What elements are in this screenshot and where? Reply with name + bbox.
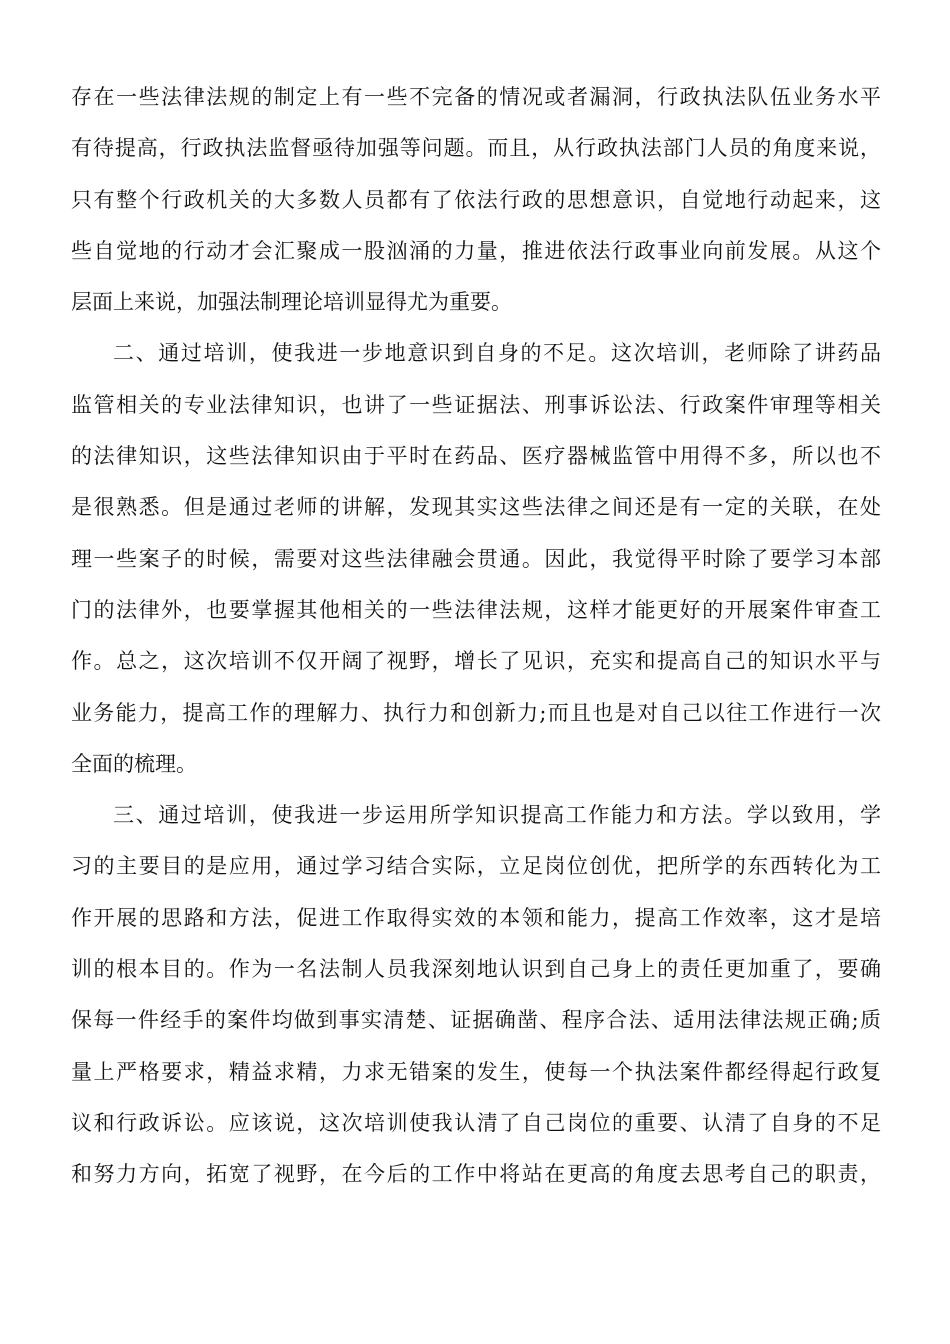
text-line: 作开展的思路和方法，促进工作取得实效的本领和能力，提高工作效率，这才是培 — [71, 905, 881, 930]
text-line: 些自觉地的行动才会汇聚成一股汹涌的力量，推进依法行政事业向前发展。从这个 — [71, 238, 881, 263]
text-line: 理一些案子的时候，需要对这些法律融会贯通。因此，我觉得平时除了要学习本部 — [71, 546, 881, 571]
text-line: 业务能力，提高工作的理解力、执行力和创新力;而且也是对自己以往工作进行一次 — [71, 700, 881, 725]
text-line: 量上严格要求，精益求精，力求无错案的发生，使每一个执法案件都经得起行政复 — [71, 1059, 881, 1084]
text-line: 作。总之，这次培训不仅开阔了视野，增长了见识，充实和提高自己的知识水平与 — [71, 649, 881, 674]
text-line: 全面的梳理。 — [71, 751, 197, 776]
text-line: 存在一些法律法规的制定上有一些不完备的情况或者漏洞，行政执法队伍业务水平 — [71, 85, 881, 109]
text-line: 监管相关的专业法律知识，也讲了一些证据法、刑事诉讼法、行政案件审理等相关 — [71, 392, 881, 417]
paragraph-2 — [71, 328, 881, 790]
text-line: 二、通过培训，使我进一步地意识到自身的不足。这次培训，老师除了讲药品 — [113, 341, 881, 366]
text-line: 的法律知识，这些法律知识由于平时在药品、医疗器械监管中用得不多，所以也不 — [71, 444, 881, 469]
document-page — [71, 72, 881, 1201]
text-line: 保每一件经手的案件均做到事实清楚、证据确凿、程序合法、适用法律法规正确;质 — [71, 1008, 881, 1033]
text-line: 训的根本目的。作为一名法制人员我深刻地认识到自己身上的责任更加重了，要确 — [71, 957, 881, 982]
text-line: 议和行政诉讼。应该说，这次培训使我认清了自己岗位的重要、认清了自身的不足 — [71, 1110, 881, 1135]
text-line: 习的主要目的是应用，通过学习结合实际，立足岗位创优，把所学的东西转化为工 — [71, 854, 881, 879]
text-line: 层面上来说，加强法制理论培训显得尤为重要。 — [71, 290, 512, 315]
text-line: 和努力方向，拓宽了视野，在今后的工作中将站在更高的角度去思考自己的职责， — [71, 1162, 881, 1187]
text-line: 是很熟悉。但是通过老师的讲解，发现其实这些法律之间还是有一定的关联，在处 — [71, 495, 881, 520]
text-line: 有待提高，行政执法监督亟待加强等问题。而且，从行政执法部门人员的角度来说， — [71, 136, 881, 161]
text-line: 门的法律外，也要掌握其他相关的一些法律法规，这样才能更好的开展案件审查工 — [71, 597, 881, 622]
text-line: 只有整个行政机关的大多数人员都有了依法行政的思想意识，自觉地行动起来，这 — [71, 187, 881, 212]
paragraph-3 — [71, 790, 881, 1200]
text-line: 三、通过培训，使我进一步运用所学知识提高工作能力和方法。学以致用，学 — [113, 803, 881, 828]
paragraph-1 — [71, 72, 881, 328]
